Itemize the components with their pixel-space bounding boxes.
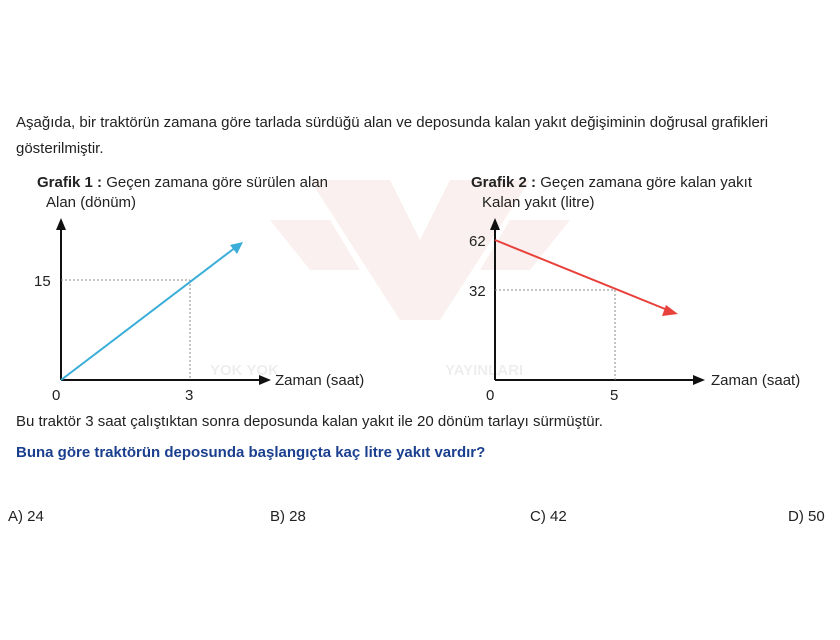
graph2-title-rest: Geçen zamana göre kalan yakıt [536,174,752,191]
option-c[interactable]: C) 42 [530,508,567,525]
graph2-y-axis-label: Kalan yakıt (litre) [482,194,595,211]
graph2-x-axis-label: Zaman (saat) [711,372,801,389]
option-b[interactable]: B) 28 [270,508,306,525]
graph2-x-tick-label: 5 [610,387,619,404]
graph2-fuel-line [495,240,670,311]
graph1-origin-label: 0 [52,387,61,404]
graph1-y-tick-label: 15 [34,273,51,290]
graph2-title-bold: Grafik 2 : [471,174,537,191]
watermark-text-right: YAYINLARI [445,362,524,379]
graph1-title-bold: Grafik 1 : [37,174,103,191]
graph1-x-axis-label: Zaman (saat) [275,372,365,389]
graph2-y-tick-mid-label: 32 [469,283,486,300]
graph2-line-arrowhead [662,305,678,316]
graph1-title-rest: Geçen zamana göre sürülen alan [102,174,329,191]
option-a[interactable]: A) 24 [8,508,44,525]
graph2-origin-label: 0 [486,387,495,404]
graph1-x-tick-label: 3 [185,387,194,404]
graph2-y-tick-top-label: 62 [469,233,486,250]
watermark-text-left: YOK YOK [210,362,279,379]
graph1-y-axis-label: Alan (dönüm) [46,194,137,211]
question-text: Buna göre traktörün deposunda başlangıçta kaç litre yakıt vardır? [16,444,486,461]
option-d[interactable]: D) 50 [788,508,825,525]
graph2-x-arrowhead [693,375,705,385]
graph2-y-arrowhead [490,218,500,230]
intro-text: Aşağıda, bir traktörün zamana göre tarlada sürdüğü alan ve deposunda kalan yakıt değişiminin doğrusal grafikleri gösterilmiştir. [16,114,769,157]
problem-statement: Bu traktör 3 saat çalıştıktan sonra deposunda kalan yakıt ile 20 dönüm tarlayı sürmüştür. [16,413,603,430]
